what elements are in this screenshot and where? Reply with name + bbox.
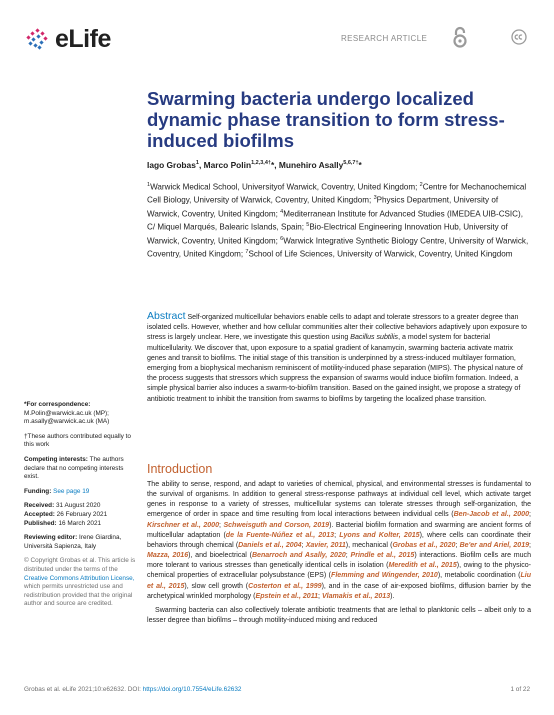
page-header [0,0,554,80]
affiliation-sup: 3 [373,195,377,202]
reviewing-editor-text: Irene Giardina, Università Sapienza, Italy [24,534,122,550]
paragraph-text: ; [334,531,340,539]
footer-citation [24,686,241,693]
creative-commons-icon[interactable] [511,29,527,45]
citation-link[interactable]: Schweisguth and Corson, 2019 [223,521,330,529]
paragraph-text: ; [529,541,532,549]
citation-link[interactable]: Epstein et al., 2011 [255,592,319,600]
citation-link[interactable]: Xavier, 2011 [305,541,346,549]
affiliation-sup: 1 [147,182,151,188]
paragraph-text: ), mechanical ( [345,541,393,549]
affiliation-sup: 4 [280,208,284,215]
citation-link[interactable]: Be'er and Ariel, 2019 [459,541,530,549]
affiliation-item: Bio-Electrical Engineering Innovation Hub, University of Warwick, Coventry, United Kingdom; [147,222,508,246]
author-affiliation-sup: 1,2,3,4† [251,160,271,167]
paragraph-text: ; [529,511,531,519]
correspondence-email[interactable]: M.Polin@warwick.ac.uk (MP); [24,409,109,417]
accepted-date [24,511,136,520]
page-number: 1 of 22 [510,686,530,693]
reviewing-editor [24,534,136,551]
correspondence-email[interactable]: m.asally@warwick.ac.uk (MA) [24,418,110,426]
copyright-notice [24,557,136,609]
author-name[interactable]: Marco Polin [203,160,252,170]
affiliation-sup: 2 [419,182,423,188]
article-title: Swarming bacteria undergo localized dynamic phase transition to form stress-induced biofilms [147,88,505,151]
author-separator: * [358,160,362,170]
affiliation-sup: 6 [280,235,284,242]
logo-text: eLife [55,25,111,53]
paragraph-text: ). [390,592,395,600]
abstract-text: Self-organized multicellular behaviors enable cells to adapt and tolerate stressors to a greater degree than isolated cells. However, whether and how cellular communities alter their collective behaviors adaptively upon exposure to stress is largely unclear. Here, we investigate this question using [147,314,527,342]
author-name[interactable]: Munehiro Asally [278,160,344,170]
paragraph-text: ), metabolic coordination ( [437,572,521,580]
open-access-icon[interactable] [452,26,468,48]
paragraph-text: ), and in the case of air-exposed biofilms, diffusion barrier by the archetypical wrinkled morphology ( [147,582,532,600]
citation-link[interactable]: Prindle et al., 2015 [350,552,415,560]
paragraph-text: ), where cells can coordinate their behaviors through chemical ( [147,531,531,549]
reviewing-editor-label: Reviewing editor: [24,534,78,542]
elife-logo-icon [24,26,50,52]
published-value: 16 March 2021 [56,519,102,527]
dates-block [24,502,136,528]
introduction-body [147,480,531,626]
abstract-heading: Abstract [147,310,186,322]
citation-link[interactable]: Daniels et al., 2004 [238,541,302,549]
copyright-text: © Copyright Grobas et al. This article is distributed under the terms of the [24,557,136,573]
introduction-heading: Introduction [147,462,213,476]
published-label: Published: [24,519,57,527]
footer-doi-link[interactable]: https://doi.org/10.7554/eLife.62632 [142,686,242,693]
affiliation-sup: 7 [245,248,249,255]
citation-link[interactable]: Meredith et al., 2015 [388,562,457,570]
article-type-label: RESEARCH ARTICLE [341,34,428,43]
author-separator: , [198,160,204,170]
author-affiliation-sup: 5,6,7† [343,160,359,167]
paragraph-text: ), slow cell growth ( [184,582,249,590]
paragraph-text: ; [345,552,351,560]
abstract [147,311,531,405]
paragraph-text: The ability to sense, respond, and adapt to varieties of chemical, physical, and environmental stresses is fundamental to the survival of organisms. In addition to general stress-response pathways at individual cell level, which activate target genes in response to a variety of stresses, multicellular systems can tolerate stresses through self-organization, the emergence of order in space and time resulting from local interactions between individual cells ( [147,481,531,519]
paragraph-text: ) interactions. Biofilm cells are much more tolerant to various stresses than genetically identical cells in isolation ( [147,552,531,570]
paragraph-text: ), and bioelectrical ( [188,552,252,560]
affiliation-item: Centre for Mechanochemical Cell Biology, University of Warwick, Coventry, United Kingdom; [147,182,527,206]
citation-link[interactable]: Benarroch and Asally, 2020 [251,552,346,560]
citation-link[interactable]: Kirschner et al., 2000 [147,521,220,529]
abstract-species-name: Bacillus subtilis [350,334,399,342]
citation-link[interactable]: Mazza, 2016 [147,552,189,560]
correspondence-label: *For correspondence: [24,401,91,408]
introduction-paragraph: Swarming bacteria can also collectively tolerate antibiotic treatments that are lethal to planktonic cells – albeit only to a lesser degree than biofilms – through motility-induced mixing and reduced [147,606,531,625]
abstract-text: , a model system for bacterial multicellularity. We discover that, upon exposure to a spatial gradient of kanamycin, swarming bacteria activate matrix genes and transit to biofilms. The initial stage of this transition is underpinned by a stress-induced multilayer formation, emerging from a biophysical mechanism reminiscent of motility-induced phase separation (MIPS). The physical nature of the process suggests that stressors which suppress the expansion of swarms would induce biofilm formation. Indeed, a simple physical barrier also induces a swarm-to-biofilm transition. Based on the gained insight, we propose a strategy of antibiotic treatment to inhibit the transition from swarms to biofilms by targeting the localized phase transition. [147,334,523,403]
funding [24,488,136,497]
author-separator: *, [270,160,279,170]
creative-commons-link[interactable]: Creative Commons Attribution License, [24,574,135,582]
citation-link[interactable]: de la Fuente-Núñez et al., 2013 [225,531,335,539]
paragraph-text: ). Bacterial biofilm formation and swarming are ancient forms of multicellular adaptation ( [147,521,531,539]
published-date [24,520,136,529]
paragraph-text: ; [219,521,224,529]
citation-link[interactable]: Lyons and Kolter, 2015 [339,531,420,539]
received-date [24,502,136,511]
received-label: Received: [24,502,55,510]
affiliation-item: Warwick Medical School, Universityof Warwick, Coventry, United Kingdom; [150,182,420,192]
citation-link[interactable]: Vlamakis et al., 2013 [321,592,391,600]
competing-interests-text: The authors declare that no competing interests exist. [24,455,124,481]
competing-interests [24,456,136,482]
affiliation-item: Physics Department, University of Warwick, Coventry, United Kingdom; [147,196,499,219]
author-affiliation-sup: 1 [195,160,199,167]
correspondence-block [24,401,136,427]
accepted-value: 26 February 2021 [54,510,108,518]
paragraph-text: ; [318,592,322,600]
citation-link[interactable]: Liu et al., 2015 [147,572,532,590]
affiliation-item: Warwick Integrative Synthetic Biology Centre, University of Warwick, Coventry, United Kingdom; [147,236,529,259]
paragraph-text: ), owing to the physico-chemical properties of extracellular polysubstance (EPS) ( [147,562,531,580]
affiliation-item: School of Life Sciences, University of Warwick, Coventry, United Kingdom [248,249,513,259]
citation-link[interactable]: Grobas et al., 2020 [392,541,456,549]
equal-contribution-note: †These authors contributed equally to this work [24,432,131,449]
copyright-text: which permits unrestricted use and redistribution provided that the original author and source are credited. [24,583,133,608]
funding-link[interactable]: See page 19 [53,487,90,495]
received-value: 31 August 2020 [54,502,101,510]
affiliation-list [147,180,531,260]
paragraph-text: ; [455,541,460,549]
competing-interests-label: Competing interests: [24,455,88,463]
accepted-label: Accepted: [24,510,55,518]
author-name[interactable]: Iago Grobas [147,160,196,170]
citation-link[interactable]: Ben-Jacob et al., 2000 [453,511,530,519]
paragraph-text: ; [301,541,306,549]
article-info-sidebar [24,401,136,615]
affiliation-sup: 5 [306,222,310,229]
funding-label: Funding: [24,487,52,495]
elife-logo[interactable] [24,26,111,52]
introduction-section [147,462,531,630]
author-list [147,160,527,170]
affiliation-item: Mediterranean Institute for Advanced Studies (IMEDEA UIB-CSIC), C/ Miquel Marqués, Balearic Islands, Spain; [147,209,523,232]
introduction-paragraph [147,480,531,602]
footer-citation-text: Grobas et al. eLife 2021;10:e62632. DOI: [24,686,143,693]
citation-link[interactable]: Flemming and Wingender, 2010 [331,572,438,580]
citation-link[interactable]: Costerton et al., 1999 [248,582,322,590]
